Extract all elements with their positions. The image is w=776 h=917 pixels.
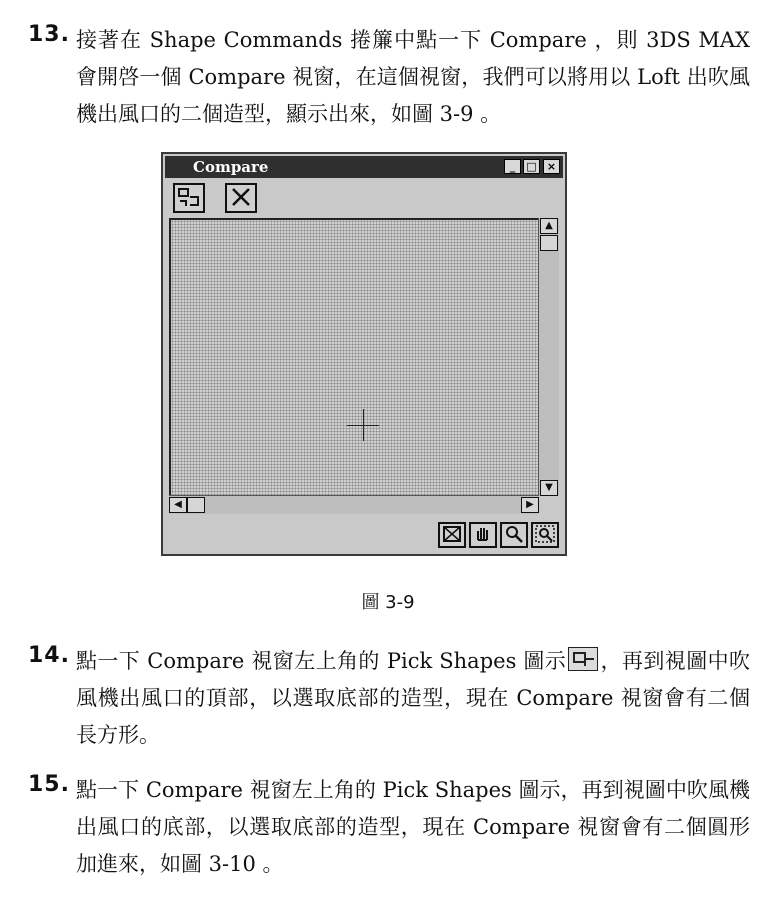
delete-shape-button[interactable] xyxy=(225,183,257,213)
delete-shape-icon xyxy=(228,185,254,209)
compare-statusbar xyxy=(169,518,559,548)
close-button[interactable]: × xyxy=(543,159,560,174)
scroll-right-arrow-icon[interactable]: ▶ xyxy=(521,497,539,513)
pan-icon xyxy=(472,524,494,544)
compare-viewport[interactable] xyxy=(169,218,539,496)
figure-caption: 圖 3-9 xyxy=(361,592,415,613)
pan-button[interactable] xyxy=(469,522,497,548)
zoom-region-button[interactable] xyxy=(531,522,559,548)
horizontal-scrollbar[interactable] xyxy=(169,495,539,514)
step-text xyxy=(76,643,750,754)
step-text-part: ，再到視圖中吹風機出風口的頂部，以選取底部的造型，現在 Compare 視窗會有二個長方形。 xyxy=(76,649,751,747)
minimize-button[interactable]: _ xyxy=(504,159,521,174)
step-text-part: 點一下 Compare 視窗左上角的 Pick Shapes 圖示 xyxy=(76,649,567,673)
zoom-extents-button[interactable] xyxy=(438,522,466,548)
step-number: 13. xyxy=(28,22,70,47)
pick-shapes-icon xyxy=(568,647,598,671)
zoom-button[interactable] xyxy=(500,522,528,548)
step-text: 接著在 Shape Commands 捲簾中點一下 Compare ，則 3DS MAX 會開啓一個 Compare 視窗，在這個視窗，我們可以將用以 Loft 出吹風機出風口的二個造型，顯示出來，如圖 3-9 。 xyxy=(76,28,750,126)
step-number: 14. xyxy=(28,643,70,668)
horizontal-scroll-thumb[interactable] xyxy=(187,497,205,513)
step-number: 15. xyxy=(28,772,70,797)
step-text: 點一下 Compare 視窗左上角的 Pick Shapes 圖示，再到視圖中吹風機出風口的底部，以選取底部的造型，現在 Compare 視窗會有二個圓形加進來，如圖 3-10 。 xyxy=(76,778,750,876)
step-14 xyxy=(28,643,750,754)
window-titlebar[interactable] xyxy=(165,156,563,178)
step-13 xyxy=(28,22,750,133)
zoom-region-icon xyxy=(534,524,556,544)
step-15 xyxy=(28,772,750,883)
zoom-icon xyxy=(503,524,525,544)
scroll-down-arrow-icon[interactable]: ▼ xyxy=(540,480,558,496)
compare-window xyxy=(161,152,567,556)
zoom-extents-icon xyxy=(441,524,463,544)
maximize-button[interactable]: □ xyxy=(523,159,540,174)
pick-shapes-button[interactable] xyxy=(173,183,205,213)
scroll-up-arrow-icon[interactable]: ▲ xyxy=(540,218,558,234)
scroll-thumb[interactable] xyxy=(540,235,558,251)
pick-shapes-icon xyxy=(176,185,202,209)
scroll-left-arrow-icon[interactable]: ◀ xyxy=(169,497,187,513)
crosshair-icon-vertical xyxy=(363,409,364,441)
window-title: Compare xyxy=(193,158,269,176)
vertical-scrollbar[interactable] xyxy=(538,218,559,496)
compare-toolbar xyxy=(169,183,559,215)
